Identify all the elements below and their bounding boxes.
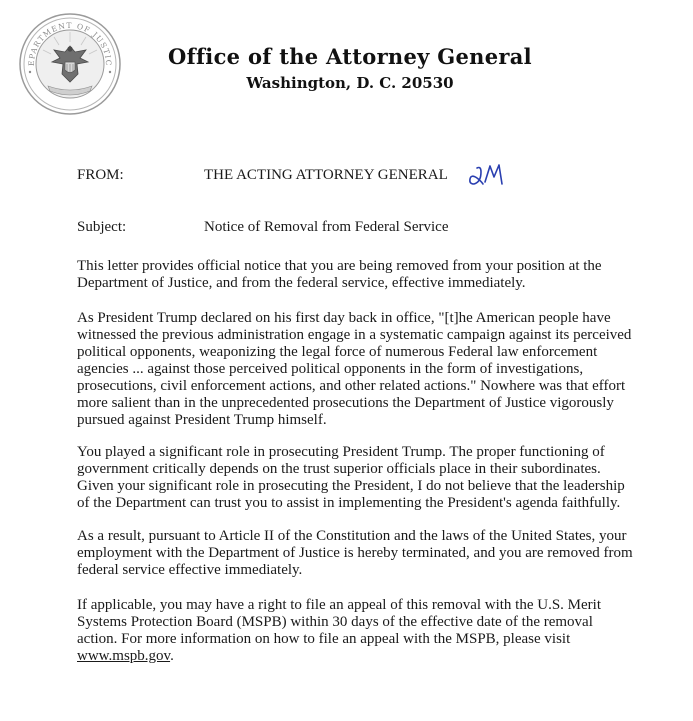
paragraph-termination [77, 528, 637, 579]
subject-value: Notice of Removal from Federal Service [204, 219, 449, 235]
office-address: Washington, D. C. 20530 [246, 74, 454, 92]
appeal-text: If applicable, you may have a right to file an appeal of this removal with the U.S. Merit Systems Protection Board (MSPB) within 30 days of the effective date of the removal action. For more information on how to file an appeal with the MSPB, please visit [77, 597, 602, 647]
paragraph-text: As a result, pursuant to Article II of the Constitution and the laws of the United States, your employment with the Department of Justice is hereby terminated, and you are removed from federal service effective immediately. [77, 528, 633, 578]
from-value: THE ACTING ATTORNEY GENERAL [204, 167, 448, 183]
paragraph-appeal [77, 597, 637, 665]
seal-text: EPARTMENT OF JUSTIC [26, 20, 114, 67]
paragraph-role [77, 444, 637, 512]
paragraph-text: You played a significant role in prosecuting President Trump. The proper functioning of government critically depends on the trust superior officials place in their subordinates. Given your significant role in prosecuting the President, I do not believe that the leadership of the Department can trust you to assist in implementing the President's agenda faithfully. [77, 444, 625, 511]
paragraph-notice [77, 258, 637, 292]
appeal-end: . [170, 648, 174, 664]
subject-label: Subject: [77, 219, 127, 235]
mspb-link[interactable]: www.mspb.gov [77, 648, 171, 664]
office-title: Office of the Attorney General [168, 44, 532, 69]
paragraph-text: This letter provides official notice that you are being removed from your position at the Department of Justice, and from the federal service, effective immediately. [77, 258, 602, 291]
paragraph-text: As President Trump declared on his first day back in office, "[t]he American people have witnessed the previous administration engage in a systematic campaign against its perceived political opponents, weaponizing the legal force of numerous Federal law enforcement agencies ... against those perceived political opponents in the form of investigations, prosecutions, civil enforcement actions, and other related actions." Nowhere was that effort more salient than in the unprecedented prosecutions the Department of Justice vigorously pursued against President Trump himself. [77, 310, 632, 428]
paragraph-declaration [77, 310, 637, 429]
letterhead [150, 44, 550, 94]
from-label: FROM: [77, 167, 124, 183]
handwritten-initials [468, 160, 508, 190]
doj-seal [18, 12, 122, 116]
paragraph-text [77, 597, 637, 665]
